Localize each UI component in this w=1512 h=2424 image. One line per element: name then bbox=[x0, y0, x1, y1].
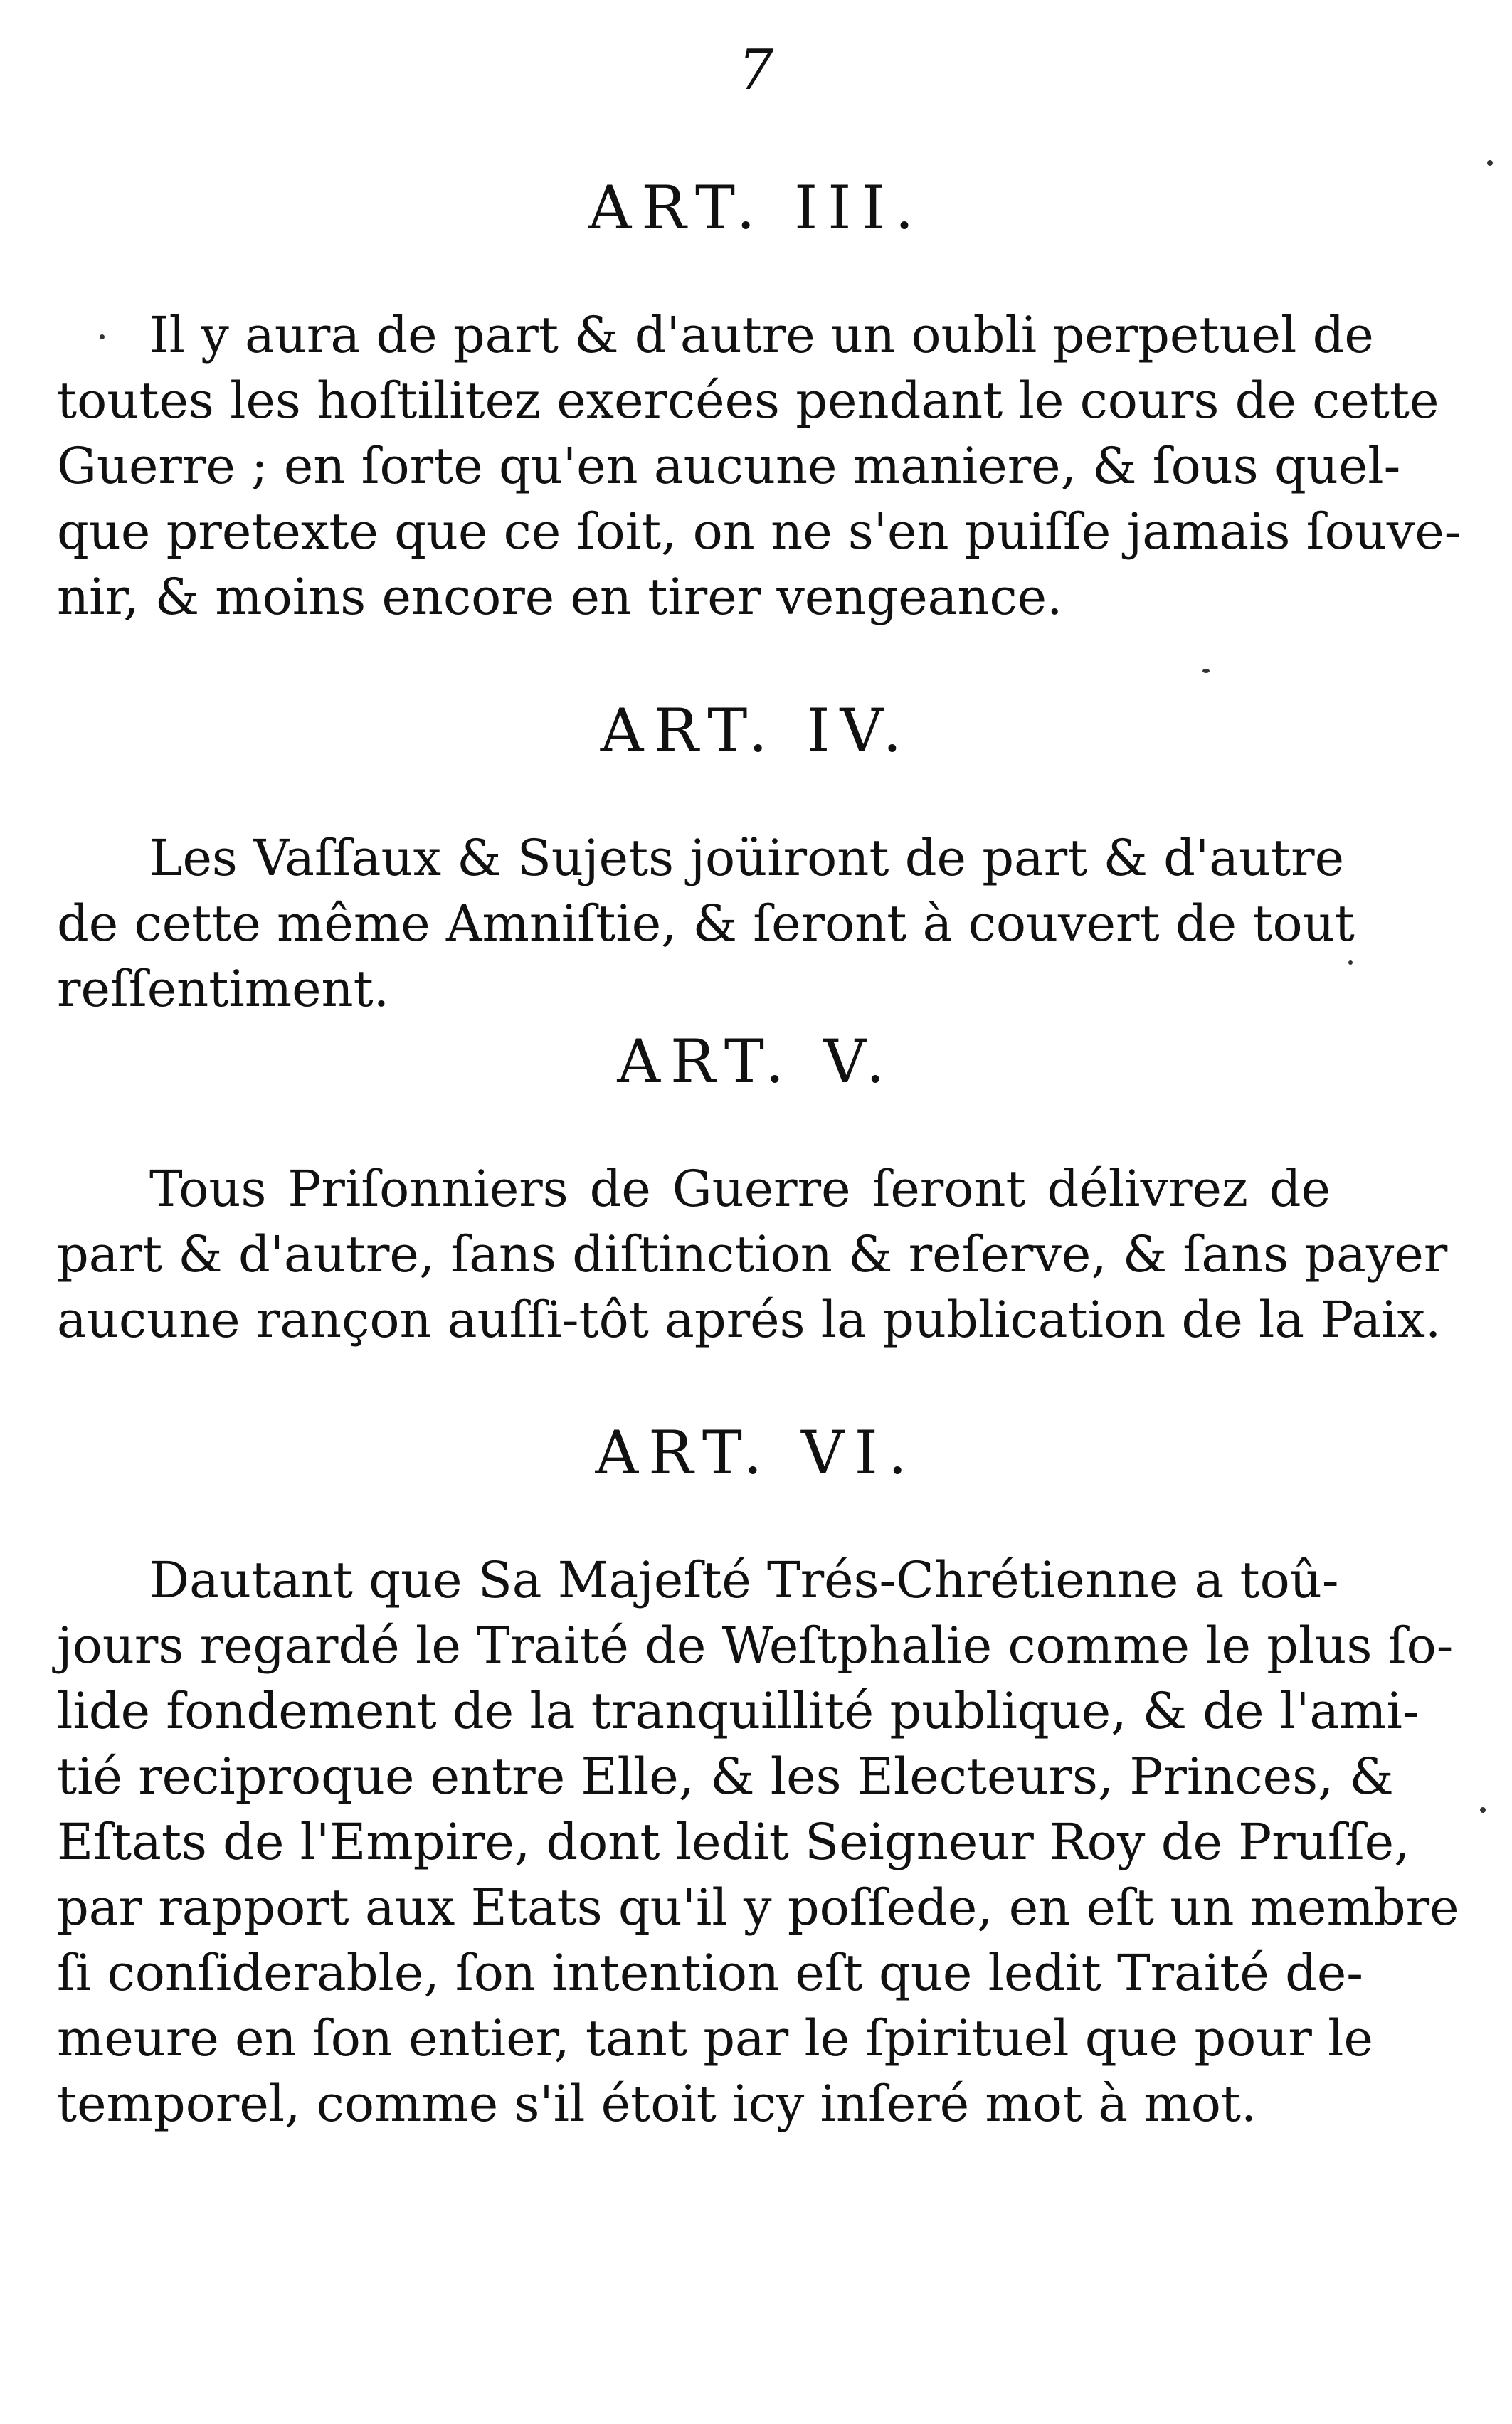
text-line: meure en ſon entier, tant par le ſpirituel que pour le bbox=[57, 2009, 1373, 2068]
text-line: Tous Priſonniers de Guerre ſeront délivrez de bbox=[149, 1160, 1331, 1218]
article-5-text bbox=[57, 1156, 1448, 1353]
text-line: Eſtats de l'Empire, dont ledit Seigneur Roy de Pruſſe, bbox=[57, 1813, 1410, 1871]
text-line: Il y aura de part & d'autre un oubli perpetuel de bbox=[149, 306, 1374, 364]
text-line: tié reciproque entre Elle, & les Electeurs, Princes, & bbox=[57, 1747, 1394, 1806]
text-line: nir, & moins encore en tirer vengeance. bbox=[57, 568, 1063, 626]
article-5-heading: ART. V. bbox=[617, 1027, 895, 1096]
article-3-heading: ART. III. bbox=[588, 173, 924, 243]
text-line: jours regardé le Traité de Weſtphalie comme le plus ſo- bbox=[57, 1616, 1454, 1675]
scan-speck bbox=[1348, 960, 1353, 965]
article-6-heading: ART. VI. bbox=[595, 1418, 917, 1488]
text-line: Les Vaſſaux & Sujets joüiront de part & d'autre bbox=[149, 829, 1345, 887]
article-3-text bbox=[57, 302, 1461, 630]
text-line: Guerre ; en ſorte qu'en aucune maniere, & ſous quel- bbox=[57, 437, 1401, 495]
text-line: Dautant que Sa Majeſté Trés-Chrétienne a toû- bbox=[149, 1551, 1339, 1609]
text-line: de cette même Amniſtie, & ſeront à couvert de tout bbox=[57, 894, 1355, 953]
scan-speck bbox=[1480, 1807, 1486, 1813]
text-line: lide fondement de la tranquillité publique, & de l'ami- bbox=[57, 1682, 1420, 1740]
article-4-heading: ART. IV. bbox=[600, 696, 912, 766]
text-line: temporel, comme s'il étoit icy inſeré mot à mot. bbox=[57, 2075, 1257, 2133]
text-line: que pretexte que ce ſoit, on ne s'en puiſſe jamais ſouve- bbox=[57, 502, 1461, 561]
scan-speck bbox=[1487, 160, 1493, 166]
scan-speck bbox=[1202, 669, 1210, 673]
text-line: toutes les hoſtilitez exercées pendant le cours de cette bbox=[57, 371, 1439, 430]
article-4-text bbox=[57, 825, 1355, 1022]
text-line: part & d'autre, ſans diſtinction & reſerve, & ſans payer bbox=[57, 1225, 1448, 1284]
text-line: par rapport aux Etats qu'il y poſſede, en eſt un membre bbox=[57, 1878, 1459, 1937]
text-line: ſi conſiderable, ſon intention eſt que ledit Traité de- bbox=[57, 1944, 1363, 2002]
text-line: aucune rançon auſſi-tôt aprés la publication de la Paix. bbox=[57, 1291, 1442, 1349]
text-line: reſſentiment. bbox=[57, 960, 389, 1018]
page-number: 7 bbox=[738, 38, 774, 102]
scan-speck bbox=[100, 334, 105, 339]
article-6-text bbox=[57, 1547, 1459, 2137]
